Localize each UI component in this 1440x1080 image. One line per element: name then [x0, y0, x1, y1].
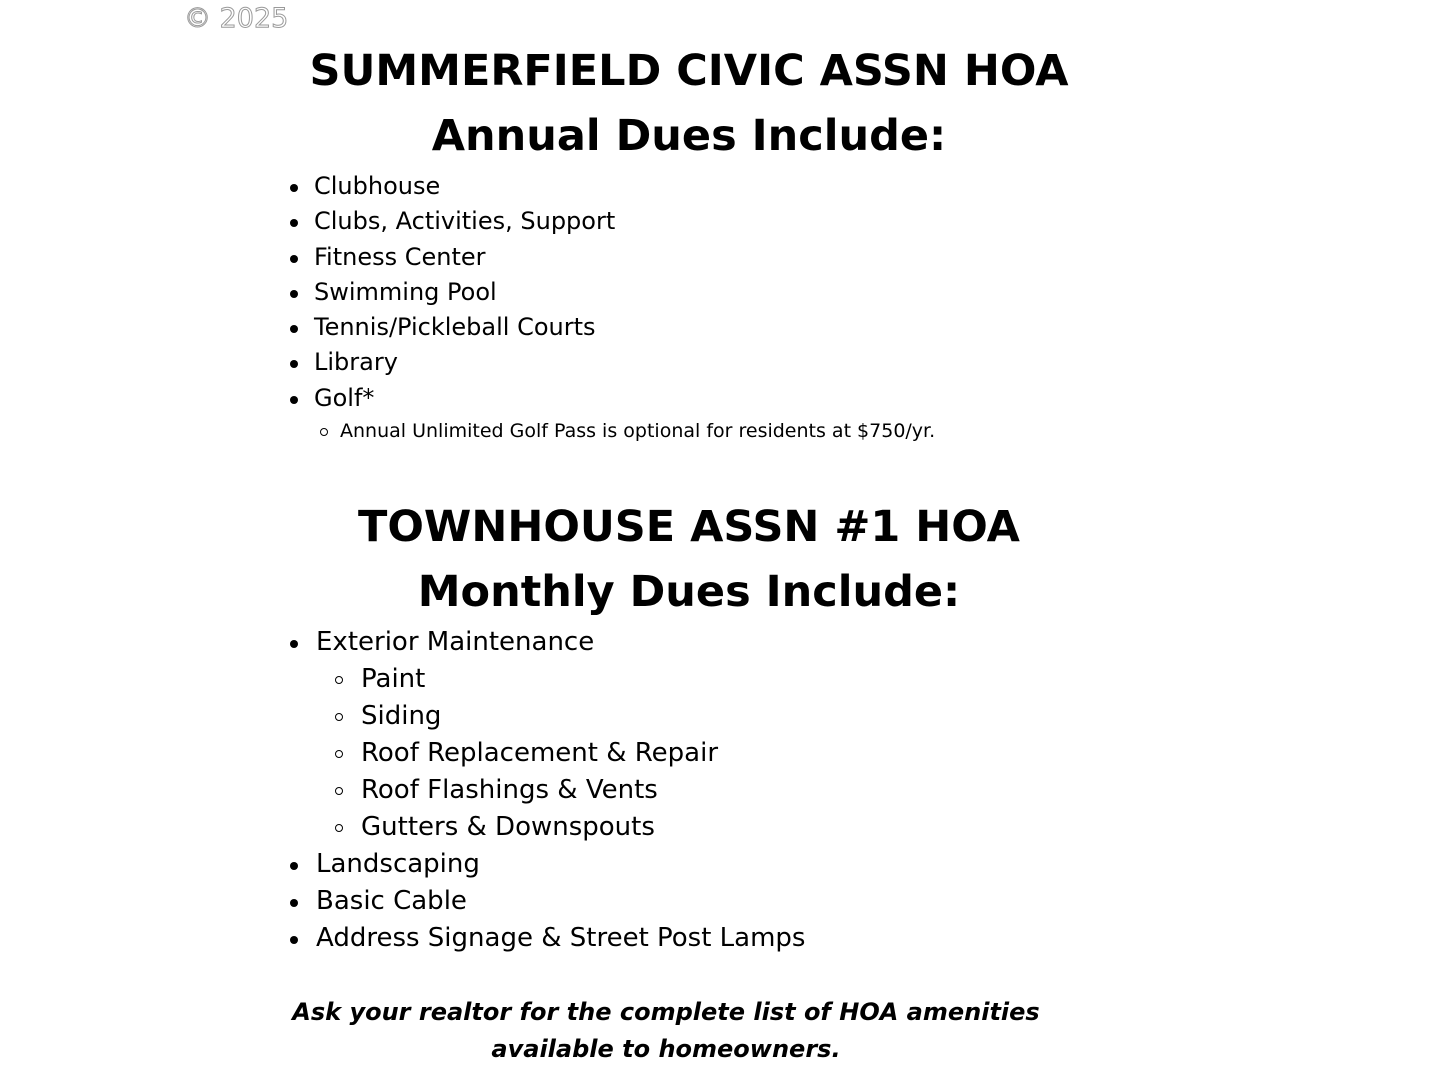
sub-list-item: Roof Flashings & Vents	[288, 772, 805, 809]
monthly-dues-heading: Monthly Dues Include:	[417, 567, 961, 617]
sub-list-item: Siding	[288, 698, 805, 735]
list-item: Tennis/Pickleball Courts	[288, 310, 935, 345]
list-item: Clubs, Activities, Support	[288, 204, 935, 239]
sub-list-item: Paint	[288, 661, 805, 698]
annual-dues-heading: Annual Dues Include:	[431, 111, 947, 161]
list-item: Fitness Center	[288, 240, 935, 275]
townhouse-hoa-title: TOWNHOUSE ASSN #1 HOA	[358, 502, 1020, 552]
list-item: Clubhouse	[288, 169, 935, 204]
list-item: Address Signage & Street Post Lamps	[288, 920, 805, 957]
list-item-golf: Golf*	[288, 381, 935, 416]
list-item-exterior-maintenance: Exterior Maintenance	[288, 624, 805, 661]
footnote-line-1: Ask your realtor for the complete list of HOA amenities	[292, 998, 1040, 1026]
annual-dues-list	[288, 169, 935, 446]
list-item: Landscaping	[288, 846, 805, 883]
summerfield-hoa-title: SUMMERFIELD CIVIC ASSN HOA	[309, 46, 1069, 96]
sub-list-item: Gutters & Downspouts	[288, 809, 805, 846]
list-item: Library	[288, 345, 935, 380]
realtor-footnote	[0, 994, 1332, 1068]
monthly-dues-list	[288, 624, 805, 957]
footnote-line-2: available to homeowners.	[491, 1035, 841, 1063]
list-item: Basic Cable	[288, 883, 805, 920]
list-item: Swimming Pool	[288, 275, 935, 310]
sub-list-item: Roof Replacement & Repair	[288, 735, 805, 772]
copyright-watermark: © 2025	[184, 3, 289, 34]
golf-pass-note: Annual Unlimited Golf Pass is optional for residents at $750/yr.	[288, 416, 935, 446]
